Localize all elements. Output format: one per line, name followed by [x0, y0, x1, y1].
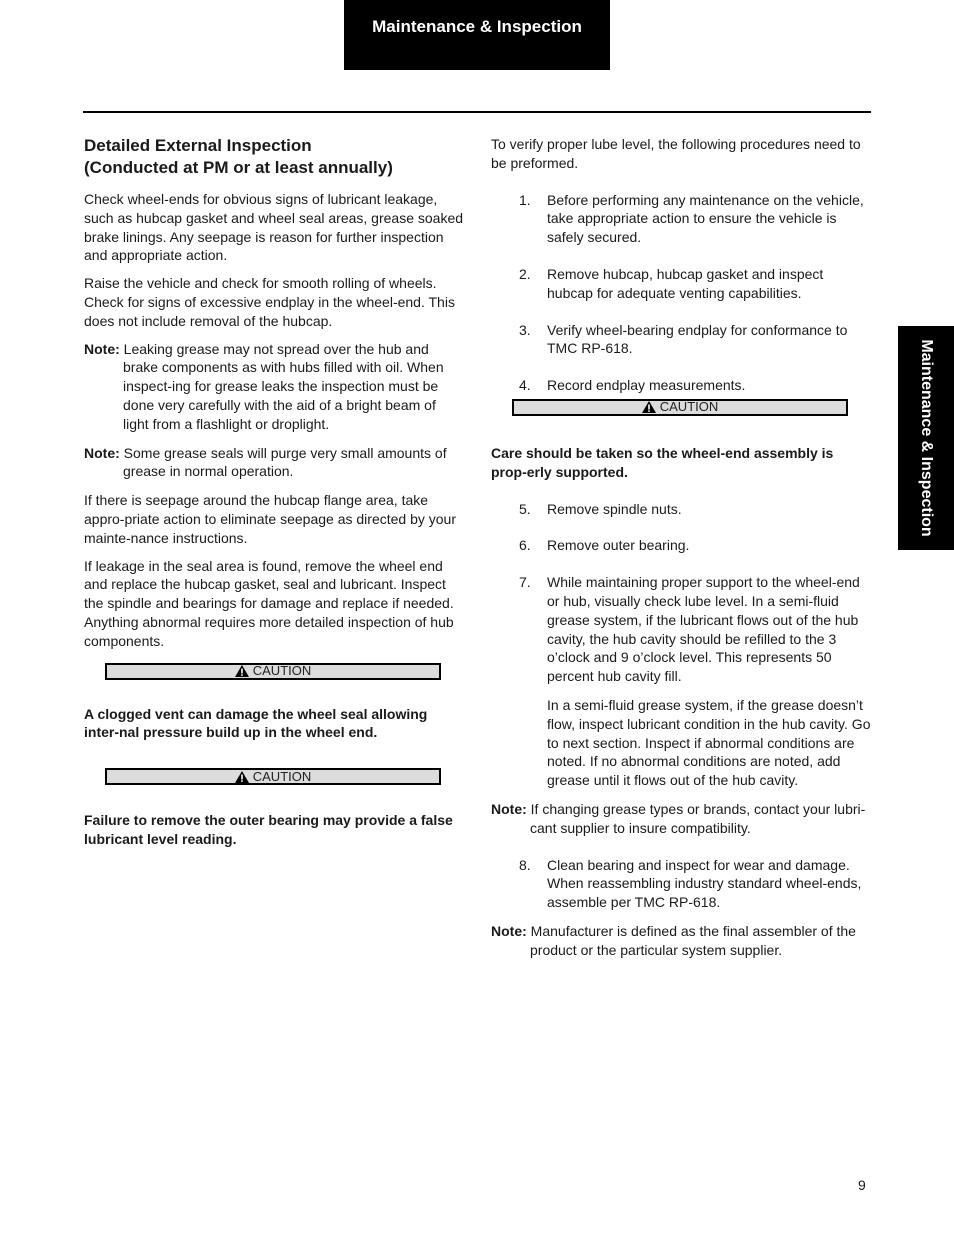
note-label: Note: [491, 922, 527, 939]
side-section-label: Maintenance & Inspection [918, 339, 935, 537]
procedure-intro: To verify proper lube level, the following procedures need to be preformed. [491, 136, 861, 171]
caution-banner [512, 399, 848, 416]
step-number: 4. [519, 377, 531, 394]
note-label: Note: [84, 444, 120, 461]
header-rule [83, 111, 871, 113]
warning-triangle-icon [642, 401, 656, 413]
step-number: 3. [519, 321, 531, 338]
procedure-steps-a [491, 191, 871, 395]
procedure-steps-c [491, 856, 871, 912]
note-leaking-grease [84, 340, 464, 434]
page-number: 9 [858, 1177, 866, 1193]
side-section-tab [898, 326, 954, 550]
step-text: Remove spindle nuts. [547, 500, 682, 517]
note-grease-types [491, 800, 871, 838]
paragraph-seal-leakage: If leakage in the seal area is found, remove the wheel end and replace the hubcap gasket, seal and lubricant. Inspect the spindle and bearings for damage and replace if needed. Anything abnormal requires more detailed inspection of hub components. [84, 557, 454, 649]
step-text: Clean bearing and inspect for wear and damage. When reassembling industry standard wheel-ends, assemble per TMC RP-618. [547, 856, 862, 911]
note-text: Leaking grease may not spread over the hub and brake components as with hubs filled with oil. When inspect-ing for grease leaks the inspection must be done very carefully with the aid of a bright beam of light from a flashlight or droplight. [123, 340, 444, 432]
step-number: 7. [519, 574, 531, 591]
caution-banner [105, 768, 441, 785]
note-grease-seals [84, 444, 464, 482]
note-text: If changing grease types or brands, contact your lubri-cant supplier to insure compatibility. [530, 800, 866, 836]
step-text: Before performing any maintenance on the vehicle, take appropriate action to ensure the vehicle is safely secured. [547, 191, 864, 246]
procedure-step [491, 376, 871, 395]
procedure-step [491, 573, 871, 790]
warning-outer-bearing: Failure to remove the outer bearing may provide a false lubricant level reading. [84, 812, 453, 847]
left-column [84, 135, 464, 849]
note-text: Some grease seals will purge very small amounts of grease in normal operation. [123, 444, 447, 480]
paragraph-rolling-check: Raise the vehicle and check for smooth rolling of wheels. Check for signs of excessive endplay in the wheel-end. This does not include removal of the hubcap. [84, 275, 455, 329]
procedure-step [491, 536, 871, 555]
procedure-step [491, 321, 871, 359]
right-column [491, 135, 871, 970]
warning-triangle-icon [235, 665, 249, 677]
step-text: Verify wheel-bearing endplay for conformance to TMC RP-618. [547, 321, 848, 357]
warning-clogged-vent: A clogged vent can damage the wheel seal allowing inter-nal pressure build up in the wheel end. [84, 705, 428, 741]
paragraph-leakage-check: Check wheel-ends for obvious signs of lubricant leakage, such as hubcap gasket and wheel seal areas, grease soaked brake linings. Any seepage is reason for further inspection and appropriate action. [84, 191, 464, 264]
warning-triangle-icon [235, 771, 249, 783]
caution-label: CAUTION [659, 399, 719, 415]
paragraph-hubcap-seepage: If there is seepage around the hubcap flange area, take appro-priate action to eliminate seepage as directed by your mainte-nance instructions. [84, 492, 456, 546]
step-text: While maintaining proper support to the wheel-end or hub, visually check lube level. In a semi-fluid grease system, if the lubricant flows out of the hub cavity, the hub cavity should be refilled to the 3 o’clock and 9 o’clock level. This represents 50 percent hub cavity fill. [547, 574, 860, 685]
note-manufacturer-definition [491, 922, 871, 960]
step-number: 6. [519, 537, 531, 554]
caution-label: CAUTION [252, 768, 312, 784]
section-heading [84, 135, 464, 179]
heading-line-1: Detailed External Inspection [84, 136, 312, 155]
heading-line-2: (Conducted at PM or at least annually) [84, 158, 393, 177]
step-number: 5. [519, 500, 531, 517]
note-text: Manufacturer is defined as the final assembler of the product or the particular system supplier. [530, 922, 856, 958]
note-label: Note: [491, 800, 527, 817]
warning-wheel-end-support: Care should be taken so the wheel-end assembly is prop-erly supported. [491, 444, 834, 480]
caution-banner [105, 663, 441, 680]
step-number: 1. [519, 191, 531, 208]
step-text: Remove outer bearing. [547, 537, 690, 554]
procedure-steps-b [491, 500, 871, 790]
step-number: 8. [519, 856, 531, 873]
procedure-step [491, 500, 871, 519]
step-number: 2. [519, 265, 531, 282]
caution-label: CAUTION [252, 663, 312, 679]
step-text: Remove hubcap, hubcap gasket and inspect hubcap for adequate venting capabilities. [547, 265, 824, 301]
procedure-step [491, 856, 871, 912]
procedure-step [491, 265, 871, 303]
step-continuation: In a semi-fluid grease system, if the grease doesn’t flow, inspect lubricant condition in the hub cavity. Go to next section. Inspect if abnormal conditions are noted. If no abnormal conditions are noted, add grease until it flows out of the hub cavity. [547, 696, 871, 789]
section-header-title: Maintenance & Inspection [372, 17, 582, 36]
step-text: Record endplay measurements. [547, 377, 746, 394]
section-header-tab [344, 0, 610, 70]
note-label: Note: [84, 340, 120, 357]
procedure-step [491, 191, 871, 247]
